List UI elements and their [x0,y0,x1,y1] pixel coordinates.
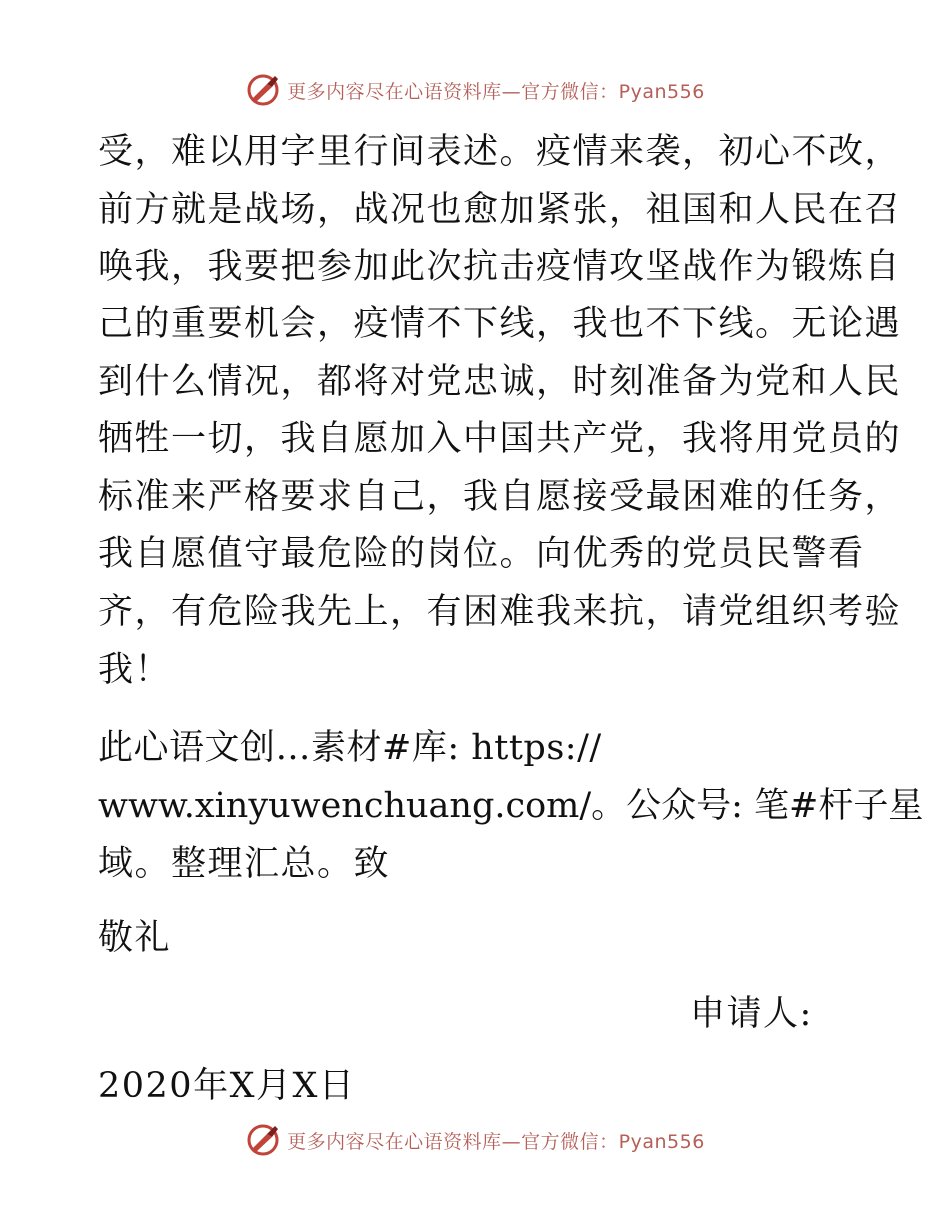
body-line: 己的重要机会，疫情不下线，我也不下线。无论遇 [98,304,902,344]
body-line: 唤我，我要把参加此次抗击疫情攻坚战作为锻炼自 [98,247,902,287]
body-line: 前方就是战场，战况也愈加紧张，祖国和人民在召 [98,190,902,230]
source-line: 此心语文创…素材#库: https:// [98,728,602,768]
pen-logo-icon [245,1122,281,1158]
salutation: 敬礼 [98,918,172,958]
body-line: 牺牲一切，我自愿加入中国共产党，我将用党员的 [98,419,902,459]
header-banner-text: 更多内容尽在心语资料库—官方微信：Pyan556 [287,80,705,103]
body-line: 齐，有危险我先上，有困难我来抗，请党组织考验 [98,592,902,632]
source-line: 域。整理汇总。致 [98,844,391,884]
source-line: www.xinyuwenchuang.com/。公众号: 笔#杆子星 [98,786,924,826]
body-line: 标准来严格要求自己，我自愿接受最困难的任务， [98,477,902,517]
footer-banner-text: 更多内容尽在心语资料库—官方微信：Pyan556 [287,1130,705,1153]
body-line: 我自愿值守最危险的岗位。向优秀的党员民警看 [98,534,865,574]
pen-logo-icon [245,72,281,108]
date: 2020年X月X日 [98,1066,356,1106]
body-line: 受，难以用字里行间表述。疫情来袭，初心不改， [98,132,902,172]
body-line: 到什么情况，都将对党忠诚，时刻准备为党和人民 [98,362,902,402]
footer-banner [0,1120,950,1160]
header-banner [0,70,950,110]
applicant-label: 申请人: [690,994,813,1034]
body-line: 我！ [98,650,172,690]
